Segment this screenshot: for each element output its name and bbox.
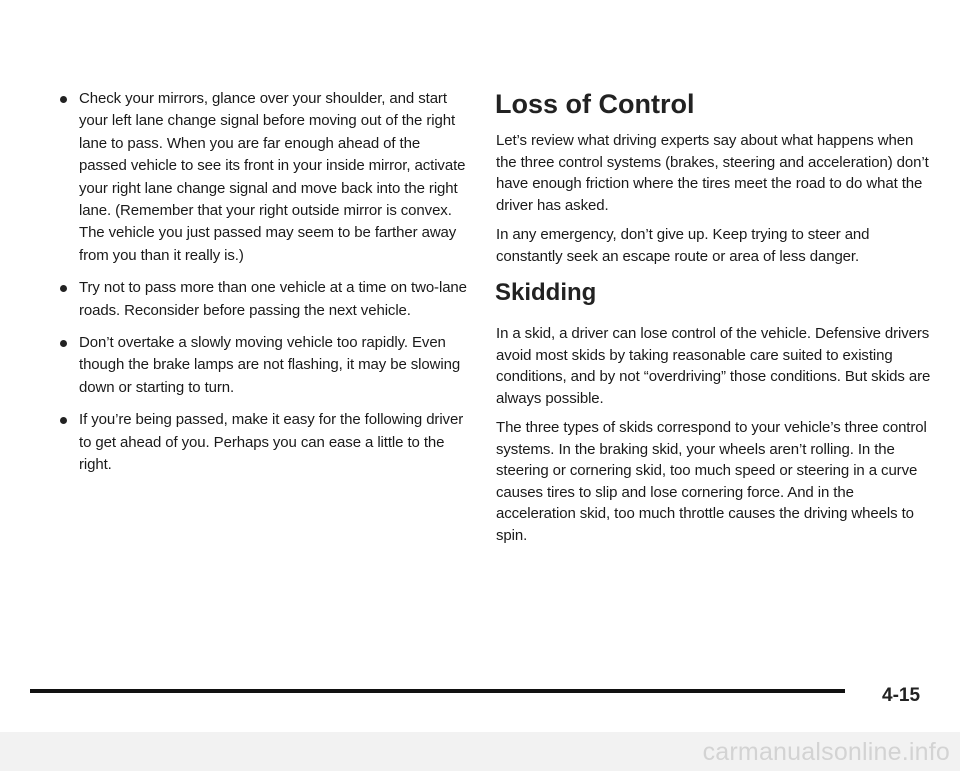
bullet-text: If you’re being passed, make it easy for the following driver to get ahead of you. Perhaps you can ease a little to the right.	[79, 411, 464, 474]
bullet-icon	[60, 340, 67, 347]
passing-tips-list	[59, 88, 467, 477]
right-column	[496, 88, 936, 554]
footer-rule	[30, 689, 845, 693]
list-item	[59, 277, 467, 322]
skidding-heading: Skidding	[495, 279, 597, 306]
bullet-icon	[60, 285, 67, 292]
loss-paragraph-1: Let’s review what driving experts say about what happens when the three control systems (brakes, steering and acceleration) don’t have enough friction where the tires meet the road to do what the driver has asked.	[496, 132, 929, 214]
list-item	[59, 409, 467, 476]
page-number: 4-15	[882, 685, 921, 706]
watermark-text: carmanualsonline.info	[702, 738, 950, 766]
bullet-icon	[60, 417, 67, 424]
skidding-paragraph-1: In a skid, a driver can lose control of the vehicle. Defensive drivers avoid most skids by taking reasonable care suited to existing conditions, and by not “overdriving” those conditions. But skids are always possible.	[496, 325, 931, 407]
list-item	[59, 332, 467, 399]
bullet-text: Try not to pass more than one vehicle at a time on two-lane roads. Reconsider before passing the next vehicle.	[79, 279, 467, 319]
loss-of-control-heading: Loss of Control	[495, 89, 695, 119]
loss-paragraph-2: In any emergency, don’t give up. Keep trying to steer and constantly seek an escape route or area of less danger.	[496, 226, 870, 265]
bullet-text: Don’t overtake a slowly moving vehicle too rapidly. Even though the brake lamps are not flashing, it may be slowing down or starting to turn.	[79, 334, 461, 396]
watermark-bar	[0, 732, 960, 771]
list-item	[59, 88, 467, 267]
bullet-icon	[60, 96, 67, 103]
skidding-paragraph-2: The three types of skids correspond to your vehicle’s three control systems. In the braking skid, your wheels aren’t rolling. In the steering or cornering skid, too much speed or steering in a curve causes tires to slip and lose cornering force. And in the acceleration skid, too much throttle causes the driving wheels to spin.	[496, 419, 927, 544]
bullet-text: Check your mirrors, glance over your shoulder, and start your left lane change signal before moving out of the right lane to pass. When you are far enough ahead of the passed vehicle to see its front in your inside mirror, activate your right lane change signal and move back into the right lane. (Remember that your right outside mirror is convex. The vehicle you just passed may seem to be farther away from you than it really is.)	[79, 90, 466, 264]
left-column	[59, 88, 467, 487]
